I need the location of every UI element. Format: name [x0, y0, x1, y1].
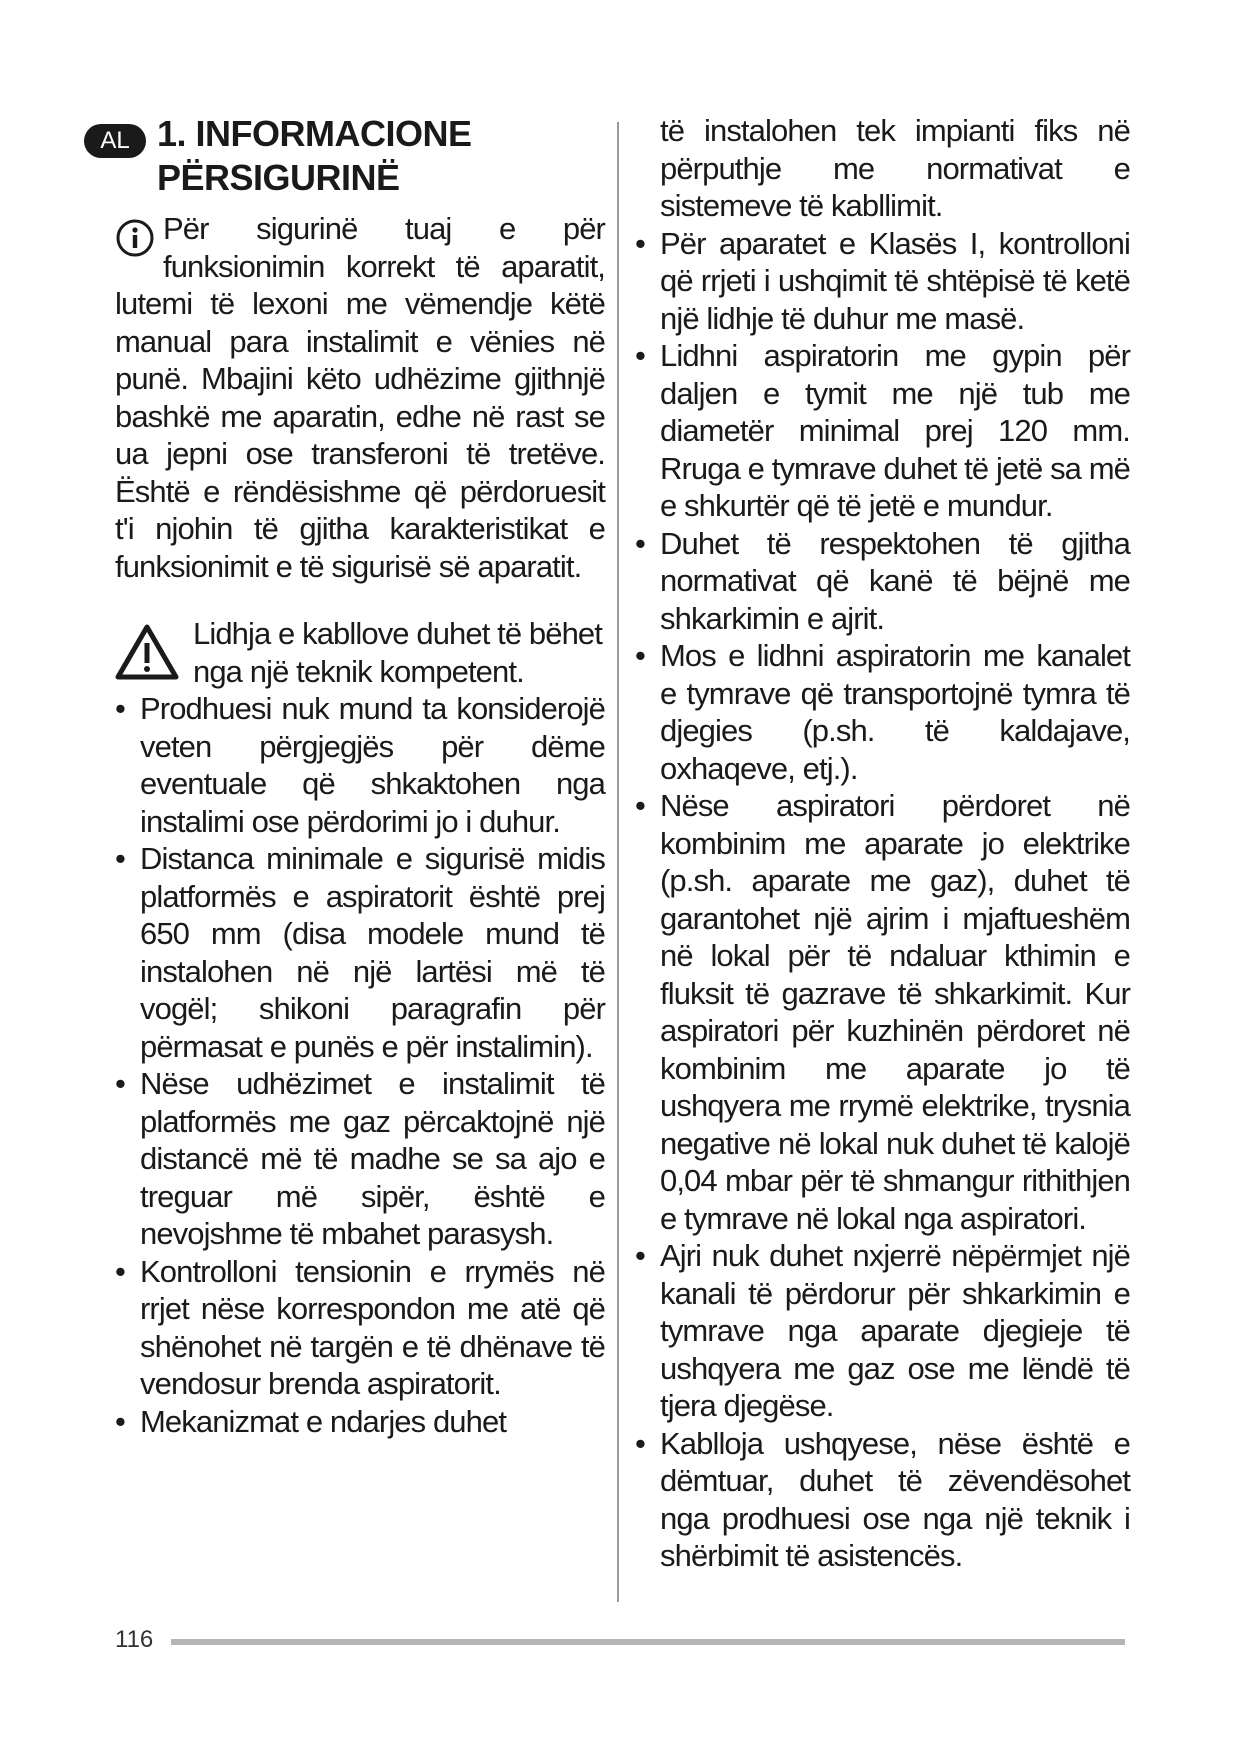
language-badge: AL	[84, 124, 146, 158]
right-column	[635, 112, 1130, 1575]
warning-icon	[115, 623, 179, 681]
info-icon	[115, 218, 155, 258]
intro-block	[115, 210, 605, 585]
list-item: • Duhet të respektohen të gjitha normativat që kanë të bëjnë me shkarkimin e ajrit.	[635, 525, 1130, 636]
list-item: • Ajri nuk duhet nxjerrë nëpërmjet një kanali të përdorur për shkarkimin e tymrave nga aparate djegieje të ushqyera me gaz ose me lëndë të tjera djegëse.	[635, 1238, 1130, 1423]
warning-text: Lidhja e kabllove duhet të bëhet nga një teknik kompetent.	[193, 616, 602, 689]
list-item: • Mos e lidhni aspiratorin me kanalet e tymrave që transportojnë tymra të djegies (p.sh. të kaldajave, oxhaqeve, etj.).	[635, 638, 1130, 786]
list-item: • Distanca minimale e sigurisë midis platformës e aspiratorit është prej 650 mm (disa modele mund të instalohen në një lartësi më të vogël; shikoni paragrafin për përmasat e punës e për instalimin).	[115, 841, 605, 1064]
list-item: • Lidhni aspiratorin me gypin për daljen e tymit me një tub me diametër minimal prej 120 mm. Rruga e tymrave duhet të jetë sa më e shkurtër që të jetë e mundur.	[635, 338, 1130, 523]
list-item: • Mekanizmat e ndarjes duhet	[115, 1403, 507, 1439]
continued-bullet-text: të instalohen tek impianti fiks në përputhje me normativat e sistemeve të kabllimit.	[660, 113, 1130, 223]
list-item: • Kablloja ushqyese, nëse është e dëmtuar, duhet të zëvendësohet nga prodhuesi ose nga një teknik i shërbimit të asistencës.	[635, 1425, 1130, 1573]
column-divider	[617, 122, 619, 1602]
list-item: • Prodhuesi nuk mund ta konsiderojë veten përgjegjës për dëme eventuale që shkaktohen nga instalimi ose përdorimi jo i duhur.	[115, 691, 605, 839]
section-title-line1: 1. INFORMACIONE	[157, 113, 472, 154]
page-footer	[115, 1625, 1125, 1655]
list-item: • Kontrolloni tensionin e rrymës në rrjet nëse korrespondon me atë që shënohet në targën e të dhënave të vendosur brenda aspiratorit.	[115, 1253, 605, 1401]
footer-rule	[171, 1639, 1125, 1645]
section-title	[157, 112, 605, 200]
page-number: 116	[115, 1626, 154, 1653]
left-bullet-list	[115, 690, 605, 1440]
right-bullet-list	[635, 225, 1130, 1575]
warning-block	[115, 615, 605, 690]
list-item: • Nëse udhëzimet e instalimit të platformës me gaz përcaktojnë një distancë më të madhe se sa ajo e treguar më sipër, është e nevojshme të mbahet parasysh.	[115, 1066, 605, 1251]
left-column	[115, 112, 605, 1440]
intro-text: Për sigurinë tuaj e për funksionimin korrekt të aparatit, lutemi të lexoni me vëmendje këtë manual para instalimit e vënies në punë. Mbajini këto udhëzime gjithnjë bashkë me aparatin, edhe në rast se ua jepni ose transferoni të tretëve. Është e rëndësishme që përdoruesit t'i njohin të gjitha karakteristikat e funksionimit e të sigurisë së aparatit.	[115, 211, 605, 584]
section-title-line2: PËRSIGURINË	[157, 157, 400, 198]
list-item: • Për aparatet e Klasës I, kontrolloni që rrjeti i ushqimit të shtëpisë të ketë një lidhje të duhur me masë.	[635, 225, 1130, 336]
list-item: • Nëse aspiratori përdoret në kombinim me aparate jo elektrike (p.sh. aparate me gaz), duhet të garantohet një ajrim i mjaftueshëm në lokal për të ndaluar kthimin e fluksit të gazrave të shkarkimit. Kur aspiratori për kuzhinën përdoret në kombinim me aparate jo të ushqyera me rrymë elektrike, trysnia negative në lokal nuk duhet të kalojë 0,04 mbar për të shmangur rithithjen e tymrave në lokal nga aspiratori.	[635, 788, 1130, 1236]
